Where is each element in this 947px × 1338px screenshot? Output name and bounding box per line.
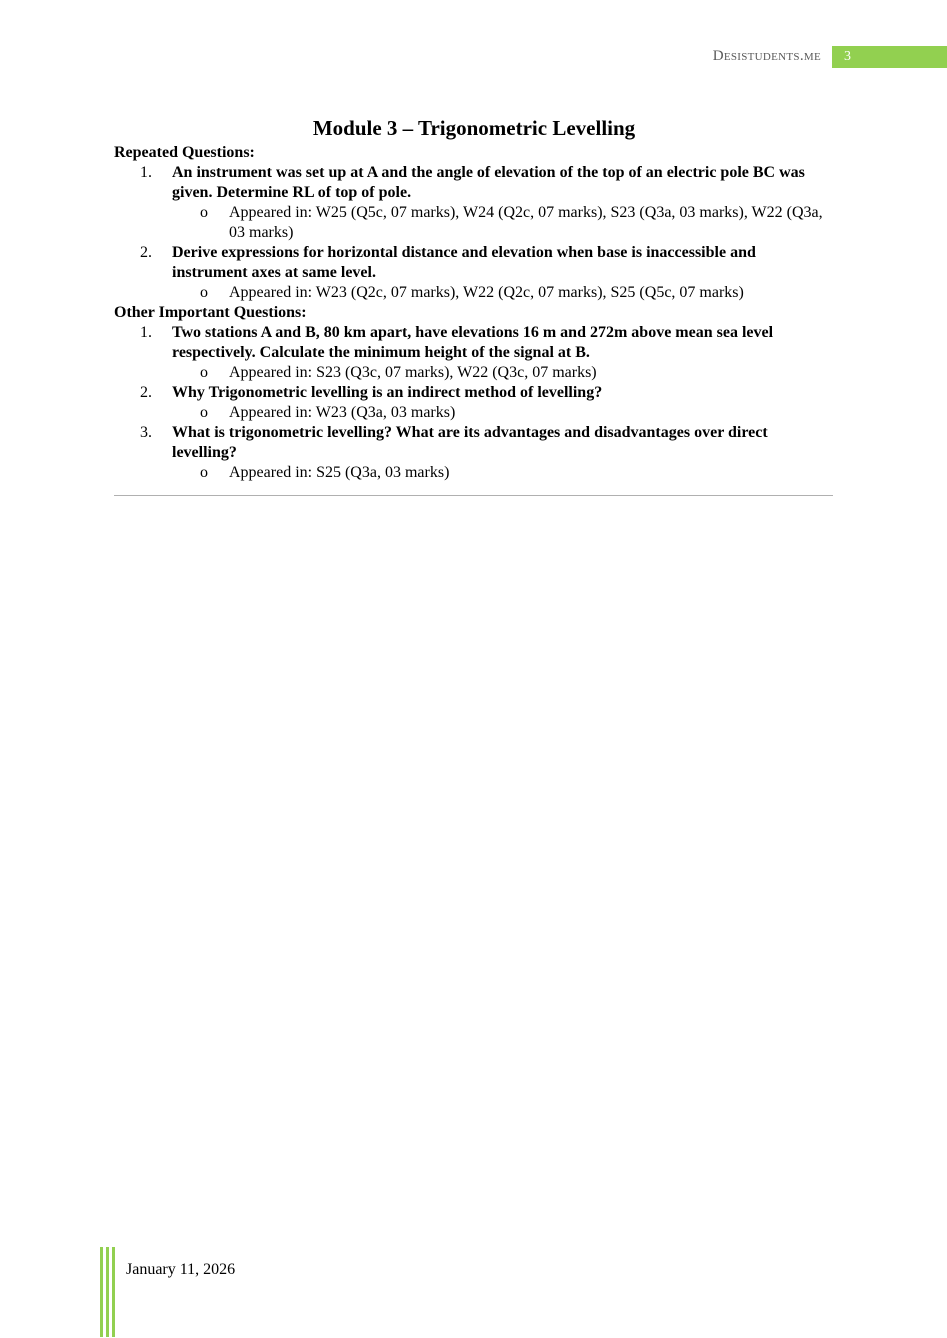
- question-number: 1.: [140, 324, 152, 341]
- question-item: [114, 323, 834, 363]
- page-number-badge: 3: [832, 46, 947, 68]
- bullet-icon: o: [200, 204, 208, 221]
- horizontal-rule: [114, 495, 833, 496]
- appeared-in-item: [114, 363, 834, 383]
- question-item: [114, 163, 834, 203]
- appeared-in-text: Appeared in: S23 (Q3c, 07 marks), W22 (Q3c, 07 marks): [229, 364, 597, 381]
- question-text: An instrument was set up at A and the angle of elevation of the top of an electric pole BC was given. Determine RL of top of pole.: [172, 164, 805, 201]
- page-content: [114, 116, 834, 483]
- bullet-icon: o: [200, 364, 208, 381]
- appeared-in-text: Appeared in: W25 (Q5c, 07 marks), W24 (Q2c, 07 marks), S23 (Q3a, 03 marks), W22 (Q3a, 03 marks): [229, 204, 823, 241]
- bullet-icon: o: [200, 404, 208, 421]
- page-title: Module 3 – Trigonometric Levelling: [312, 116, 636, 140]
- bullet-icon: o: [200, 284, 208, 301]
- appeared-in-text: Appeared in: W23 (Q3a, 03 marks): [229, 404, 456, 421]
- appeared-in-item: [114, 463, 834, 483]
- appeared-in-text: Appeared in: S25 (Q3a, 03 marks): [229, 464, 450, 481]
- repeated-questions-heading: Repeated Questions:: [114, 144, 255, 161]
- header-site-name: Desistudents.me: [712, 48, 821, 64]
- appeared-in-text: Appeared in: W23 (Q2c, 07 marks), W22 (Q2c, 07 marks), S25 (Q5c, 07 marks): [229, 284, 744, 301]
- other-questions-heading: Other Important Questions:: [114, 304, 307, 321]
- question-text: Derive expressions for horizontal distance and elevation when base is inaccessible and instrument axes at same level.: [172, 244, 756, 281]
- footer-accent-bars: [100, 1247, 116, 1337]
- question-text: Why Trigonometric levelling is an indirect method of levelling?: [172, 384, 603, 401]
- appeared-in-item: [114, 283, 834, 303]
- bullet-icon: o: [200, 464, 208, 481]
- question-number: 3.: [140, 424, 152, 441]
- appeared-in-item: [114, 403, 834, 423]
- question-number: 1.: [140, 164, 152, 181]
- appeared-in-item: [114, 203, 834, 243]
- question-item: [114, 383, 834, 403]
- question-number: 2.: [140, 384, 152, 401]
- question-item: [114, 423, 834, 463]
- footer-date: January 11, 2026: [126, 1261, 236, 1278]
- question-text: Two stations A and B, 80 km apart, have elevations 16 m and 272m above mean sea level respectively. Calculate the minimum height of the signal at B.: [172, 324, 774, 361]
- question-number: 2.: [140, 244, 152, 261]
- question-item: [114, 243, 834, 283]
- question-text: What is trigonometric levelling? What are its advantages and disadvantages over direct levelling?: [172, 424, 768, 461]
